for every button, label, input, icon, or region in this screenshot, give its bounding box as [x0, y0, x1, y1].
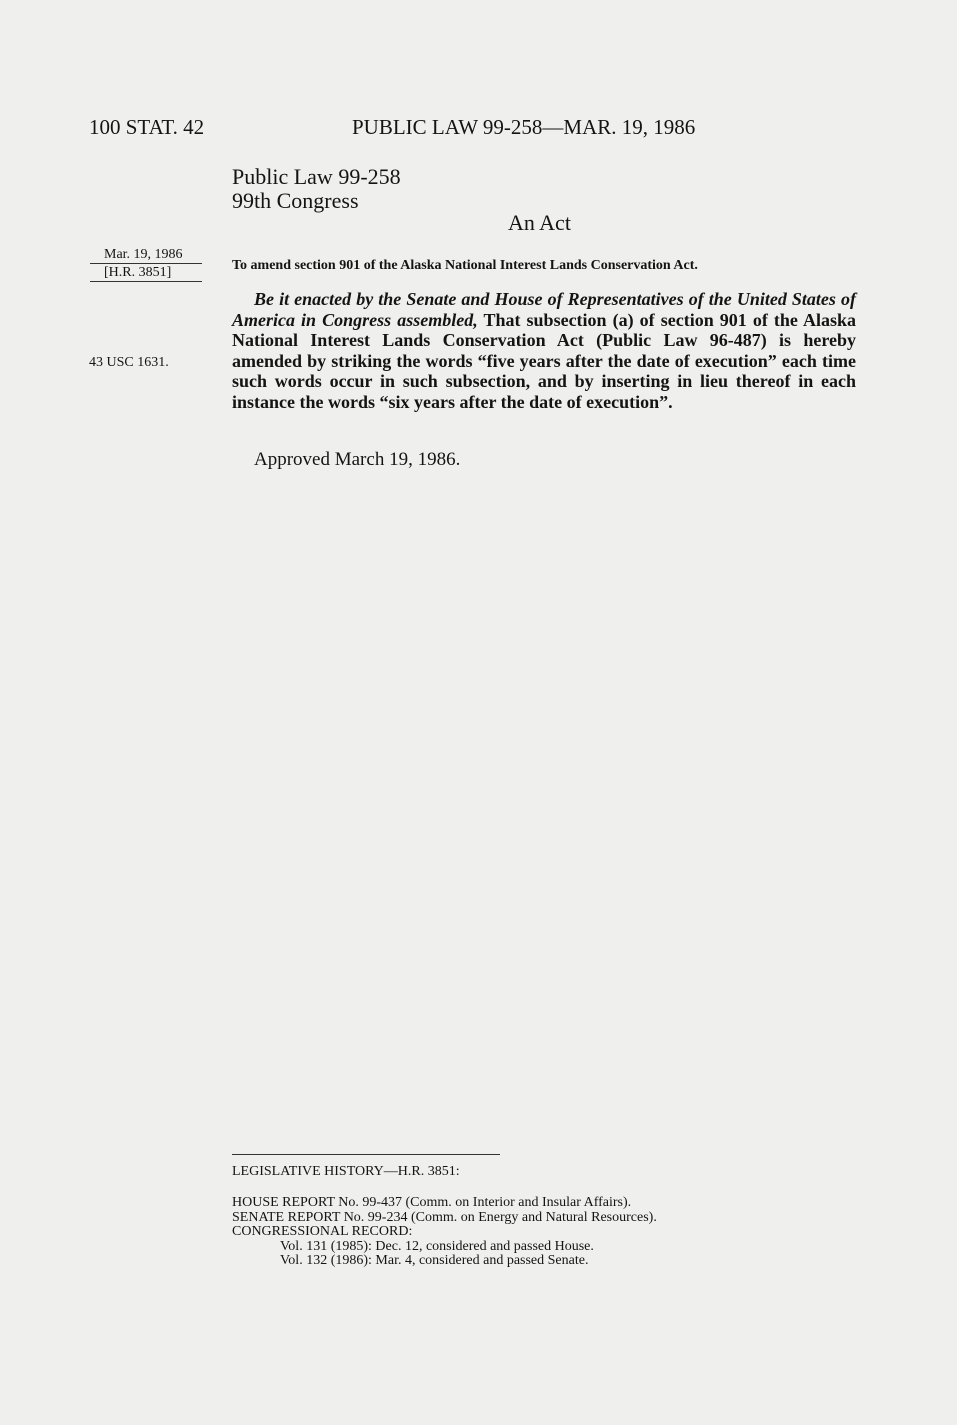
- running-title: PUBLIC LAW 99-258—MAR. 19, 1986: [352, 115, 696, 139]
- congress-number: 99th Congress: [232, 188, 359, 213]
- margin-note-date: [104, 246, 202, 282]
- margin-divider-bottom: [90, 281, 202, 282]
- page-reference: 100 STAT. 42: [89, 115, 205, 139]
- margin-bill: [H.R. 3851]: [104, 265, 172, 280]
- legislative-history: [232, 1196, 657, 1269]
- public-law-number: Public Law 99-258: [232, 164, 401, 189]
- senate-report: SENATE REPORT No. 99-234 (Comm. on Energy and Natural Resources).: [232, 1209, 657, 1225]
- approval-date: Approved March 19, 1986.: [254, 449, 461, 470]
- congressional-record-heading: CONGRESSIONAL RECORD:: [232, 1224, 413, 1239]
- act-title: An Act: [508, 210, 571, 235]
- act-body: [232, 289, 856, 412]
- act-purpose: To amend section 901 of the Alaska National Interest Lands Conservation Act.: [232, 258, 698, 273]
- margin-date: Mar. 19, 1986: [104, 247, 183, 262]
- record-vol-132: Vol. 132 (1986): Mar. 4, considered and passed Senate.: [280, 1253, 589, 1268]
- margin-usc-citation: 43 USC 1631.: [89, 355, 169, 370]
- house-report: HOUSE REPORT No. 99-437 (Comm. on Interior and Insular Affairs).: [232, 1195, 632, 1210]
- legislative-history-heading: LEGISLATIVE HISTORY—H.R. 3851:: [232, 1164, 460, 1179]
- footnote-divider: [232, 1154, 500, 1155]
- enacting-clause: Be it enacted by the Senate and House of Representatives of the United States of America in Congress assembled,: [232, 289, 856, 330]
- record-vol-131: Vol. 131 (1985): Dec. 12, considered and passed House.: [280, 1238, 594, 1254]
- public-law-title: [232, 165, 401, 213]
- act-text: That subsection (a) of section 901 of the Alaska National Interest Lands Conservation Act (Public Law 96-487) is hereby amended by striking the words “five years after the date of execution” each time such words occur in such subsection, and by inserting in lieu thereof in each instance the words “six years after the date of execution”.: [232, 309, 856, 412]
